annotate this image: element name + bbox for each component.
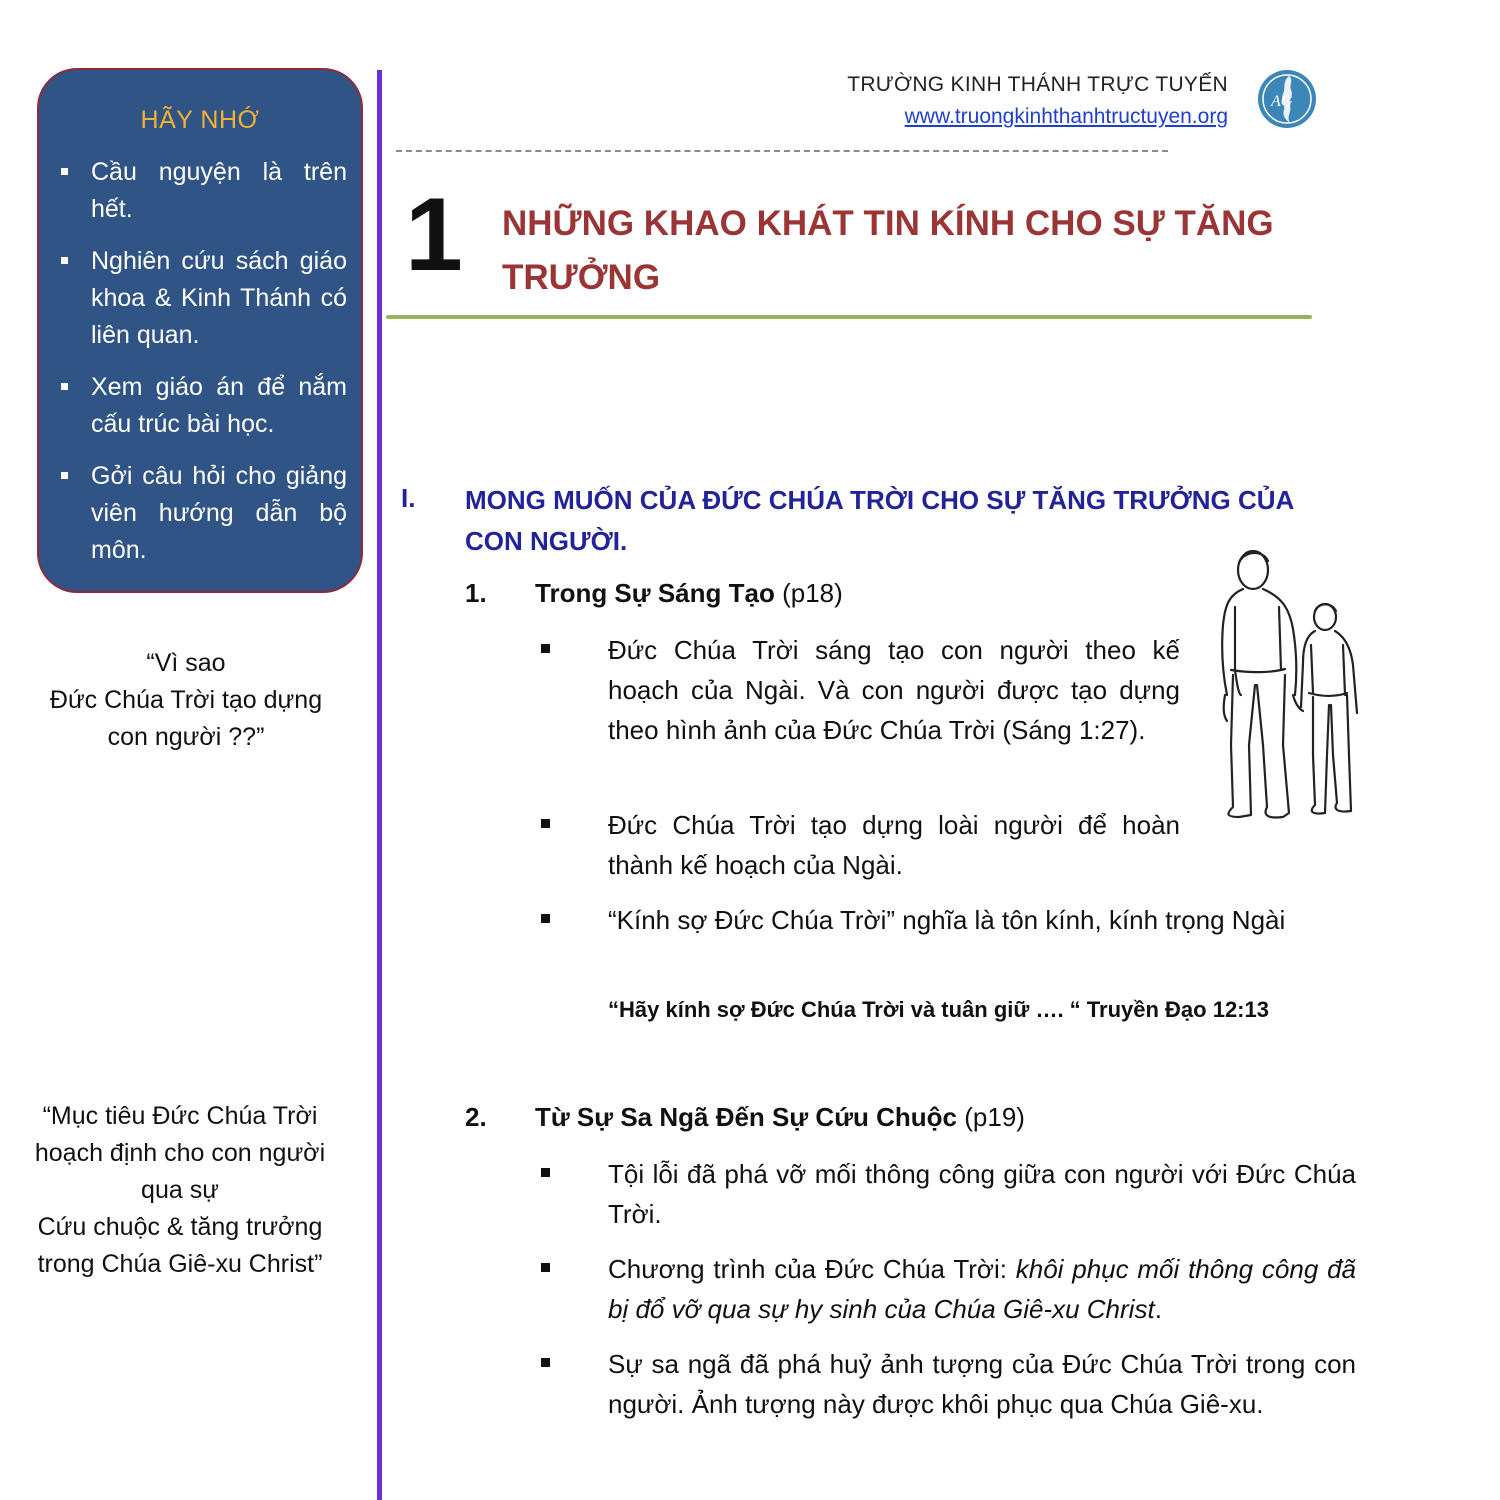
vertical-divider — [377, 70, 382, 1500]
adult-and-child-illustration — [1205, 545, 1380, 830]
bullet-square-icon — [61, 472, 68, 479]
reminder-item: Gởi câu hỏi cho giảng viên hướng dẫn bộ môn. — [57, 458, 347, 569]
bullet-square-icon — [61, 257, 68, 264]
bullet-square-icon — [541, 819, 550, 828]
subsection-1-bullet-2: Đức Chúa Trời tạo dựng loài người để hoàn thành kế hoạch của Ngài. — [608, 810, 1180, 880]
subsection-1-title: Trong Sự Sáng Tạo — [535, 578, 775, 608]
school-logo-icon — [1256, 68, 1318, 130]
subsection-2-number: 2. — [465, 1102, 487, 1132]
subsection-2-bullet-1: Tội lỗi đã phá vỡ mối thông công giữa con người với Đức Chúa Trời. — [608, 1159, 1356, 1229]
subsection-1-page-ref: (p18) — [782, 578, 843, 608]
bullet-square-icon — [541, 914, 550, 923]
bullet-square-icon — [541, 644, 550, 653]
header-dashed-divider — [396, 150, 1168, 152]
chapter-underline — [386, 315, 1312, 319]
reminder-item: Nghiên cứu sách giáo khoa & Kinh Thánh có liên quan. — [57, 243, 347, 354]
sidebar-quote-1: “Vì sao Đức Chúa Trời tạo dựng con người ??” — [49, 649, 323, 751]
subsection-2-bullet-2: Chương trình của Đức Chúa Trời: khôi phục mối thông công đã bị đổ vỡ qua sự hy sinh của Chúa Giê-xu Christ. — [608, 1254, 1356, 1324]
school-url-link[interactable]: www.truongkinhthanhtructuyen.org — [904, 105, 1228, 128]
subsection-1-bullet-1: Đức Chúa Trời sáng tạo con người theo kế hoạch của Ngài. Và con người được tạo dựng theo hình ảnh của Đức Chúa Trời (Sáng 1:27). — [608, 635, 1180, 745]
reminder-item: Cầu nguyện là trên hết. — [57, 154, 347, 228]
subsection-1-number: 1. — [465, 578, 487, 608]
sidebar-quote-2: “Mục tiêu Đức Chúa Trời hoạch định cho con người qua sự Cứu chuộc & tăng trưởng trong Chúa Giê-xu Christ” — [34, 1102, 326, 1278]
subsection-2-bullet-3: Sự sa ngã đã phá huỷ ảnh tượng của Đức Chúa Trời trong con người. Ảnh tượng này được khôi phục qua Chúa Giê-xu. — [608, 1349, 1356, 1419]
reminder-item: Xem giáo án để nắm cấu trúc bài học. — [57, 369, 347, 443]
section-title: MONG MUỐN CỦA ĐỨC CHÚA TRỜI CHO SỰ TĂNG TRƯỞNG CỦA CON NGƯỜI. — [465, 485, 1295, 556]
chapter-title: NHỮNG KHAO KHÁT TIN KÍNH CHO SỰ TĂNG TRƯỞNG — [502, 204, 1274, 297]
reminder-title: HÃY NHỚ — [140, 106, 260, 134]
bullet-square-icon — [541, 1168, 550, 1177]
reminder-list — [57, 154, 347, 584]
subsection-1-heading — [535, 578, 843, 609]
chapter-number: 1 — [405, 177, 463, 293]
subsection-1-bullet-3: “Kính sợ Đức Chúa Trời” nghĩa là tôn kính, kính trọng Ngài — [608, 905, 1286, 935]
bullet-square-icon — [61, 383, 68, 390]
section-number: I. — [401, 483, 416, 513]
subsection-2-heading — [535, 1102, 1025, 1133]
bullet-square-icon — [541, 1358, 550, 1367]
logo-text: AG — [1271, 93, 1293, 110]
reminder-box — [37, 68, 363, 593]
subsection-2-page-ref: (p19) — [964, 1102, 1025, 1132]
school-name: TRƯỜNG KINH THÁNH TRỰC TUYẾN — [847, 73, 1228, 96]
bullet-square-icon — [541, 1263, 550, 1272]
bullet-square-icon — [61, 168, 68, 175]
subsection-2-title: Từ Sự Sa Ngã Đến Sự Cứu Chuộc — [535, 1102, 958, 1132]
verse-quote: “Hãy kính sợ Đức Chúa Trời và tuân giữ …. “ Truyền Đạo 12:13 — [608, 997, 1269, 1022]
